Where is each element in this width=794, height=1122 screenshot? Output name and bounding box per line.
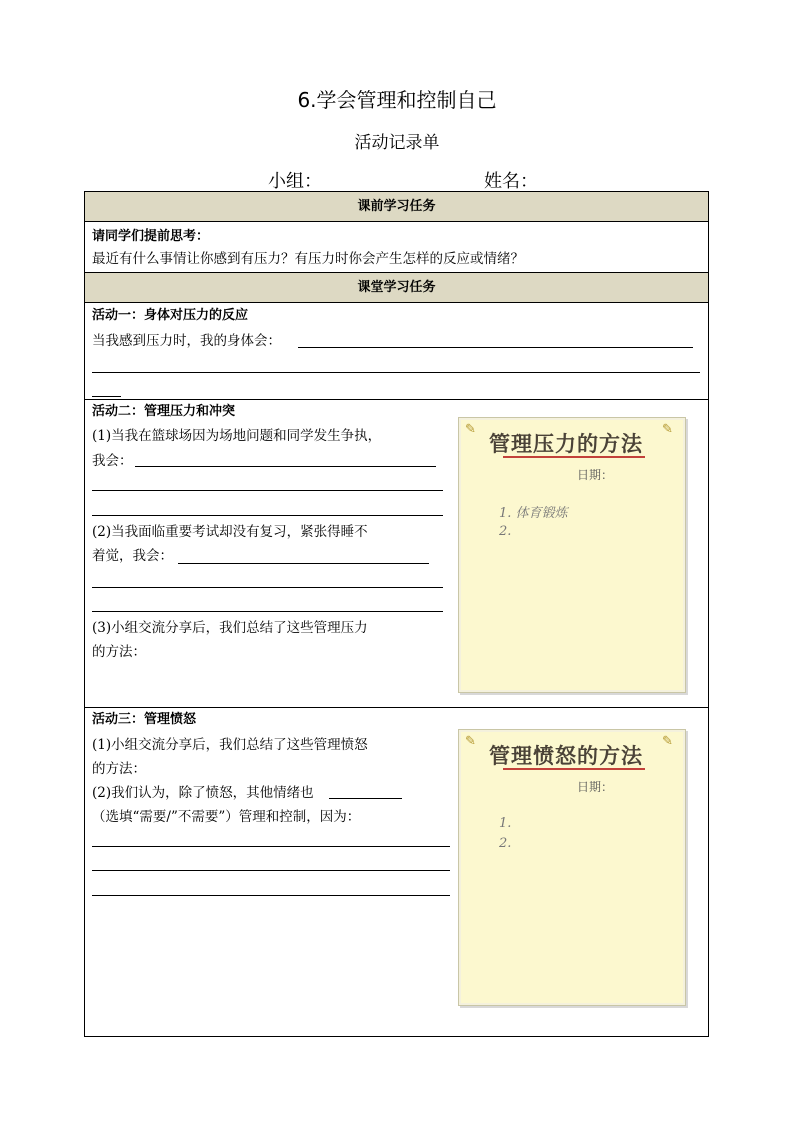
page-subtitle: 活动记录单 [354,133,440,153]
anger-note-item: 1. [499,816,512,831]
title-underline [503,456,645,458]
activity2-q3-line2: 的方法： [92,644,146,660]
activity2-q2-line2: 着觉，我会： [92,548,173,564]
divider [85,221,708,222]
name-label: 姓名： [484,171,538,192]
answer-line[interactable] [298,347,693,348]
activity3-q1-line2: 的方法： [92,761,146,777]
stress-note-title: 管理压力的方法 [489,431,643,456]
activity2-title: 活动二：管理压力和冲突 [92,404,236,419]
answer-line[interactable] [92,490,443,491]
activity2-q1-line2: 我会： [92,453,133,469]
divider [85,399,708,400]
pin-icon: ✎ [662,422,673,437]
activity3-title: 活动三：管理愤怒 [92,712,197,727]
divider [85,707,708,708]
answer-line[interactable] [92,870,450,871]
stress-methods-note [458,417,686,693]
anger-note-title: 管理愤怒的方法 [489,743,643,768]
answer-blank[interactable] [329,798,402,799]
activity1-prompt: 当我感到压力时，我的身体会： [92,333,281,349]
title-underline [503,768,645,770]
stress-note-item: 2. [499,524,512,539]
pin-icon: ✎ [662,734,673,749]
answer-line[interactable] [135,466,436,467]
group-label: 小组： [268,171,322,192]
answer-line[interactable] [92,611,443,612]
answer-line[interactable] [92,895,450,896]
page-title: 6.学会管理和控制自己 [297,88,497,112]
pin-icon: ✎ [465,422,476,437]
anger-methods-note [458,729,686,1006]
answer-line[interactable] [92,372,700,373]
activity3-q2-line1: (2)我们认为，除了愤怒，其他情绪也 [92,785,314,801]
anger-note-item: 2. [499,836,512,851]
activity2-q3-line1: (3)小组交流分享后，我们总结了这些管理压力 [92,620,368,636]
in-class-heading: 课堂学习任务 [85,273,708,302]
answer-line[interactable] [92,515,443,516]
activity2-q2-line1: (2)当我面临重要考试却没有复习，紧张得睡不 [92,524,368,540]
activity3-q2-line2: （选填“需要/”不需要”）管理和控制，因为： [92,809,361,825]
pre-class-heading: 课前学习任务 [85,192,708,221]
activity2-q1-line1: (1)当我在篮球场因为场地问题和同学发生争执， [92,428,382,444]
answer-line[interactable] [178,563,429,564]
pin-icon: ✎ [465,734,476,749]
pre-class-question: 最近有什么事情让你感到有压力？有压力时你会产生怎样的反应或情绪？ [92,251,524,267]
anger-note-date: 日期： [577,780,614,794]
answer-line[interactable] [92,587,443,588]
stress-note-date: 日期： [577,468,614,482]
pre-class-prompt: 请同学们提前思考： [92,229,210,244]
stress-note-item: 1. 体育锻炼 [499,506,568,521]
answer-line[interactable] [92,396,121,397]
activity3-q1-line1: (1)小组交流分享后，我们总结了这些管理愤怒 [92,737,368,753]
answer-line[interactable] [92,846,450,847]
activity1-title: 活动一：身体对压力的反应 [92,308,249,323]
divider [85,302,708,303]
